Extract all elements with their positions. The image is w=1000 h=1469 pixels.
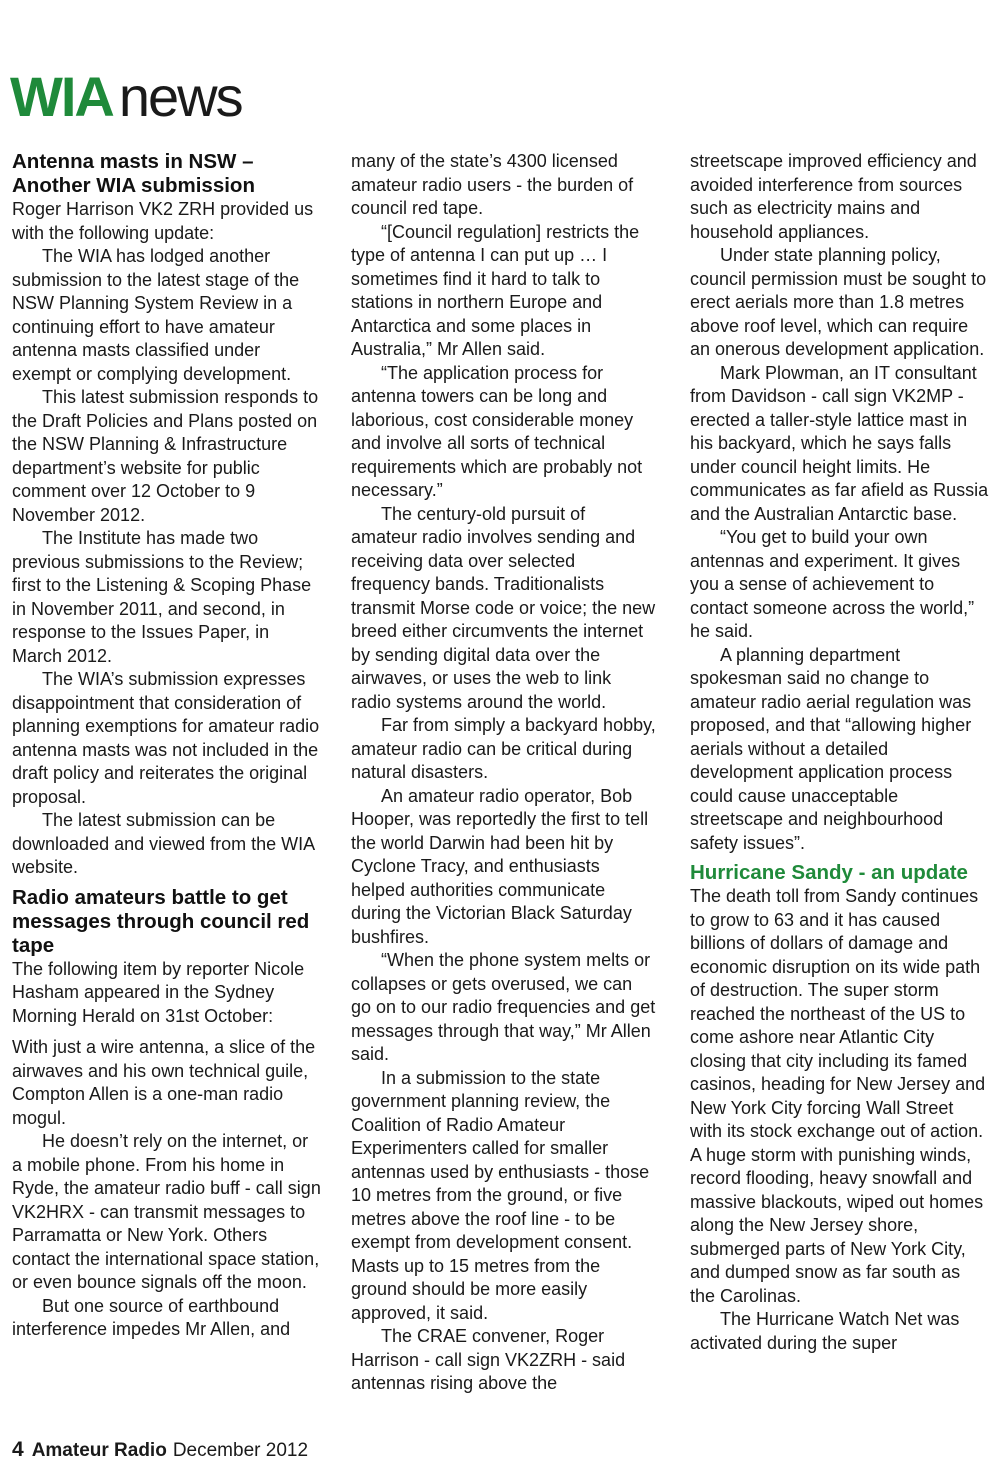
article-headline-radio-amateurs: Radio amateurs battle to get messages through council red tape [12,885,310,957]
paragraph: streetscape improved efficiency and avoided interference from sources such as electricity mains and household appliances. [690,151,977,242]
article-column-3 [690,150,990,1355]
paragraph: “You get to build your own antennas and experiment. It gives you a sense of achievement to contact someone across the world,” he said. [690,527,975,641]
paragraph: many of the state’s 4300 licensed amateur radio users - the burden of council red tape. [351,151,634,218]
paragraph: The CRAE convener, Roger Harrison - call sign VK2ZRH - said antennas rising above the [351,1326,626,1393]
paragraph: “The application process for antenna towers can be long and laborious, cost considerable money and involve all sorts of technical requirements which are probably not necessary.” [351,362,643,500]
paragraph: Roger Harrison VK2 ZRH provided us with the following update: [12,199,314,243]
paragraph: The following item by reporter Nicole Hasham appeared in the Sydney Morning Herald on 31st October: [12,958,305,1026]
paragraph: “[Council regulation] restricts the type of antenna I can put up … I sometimes find it hard to talk to stations in northern Europe and Antarctica and some places in Australia,” Mr Allen said. [351,221,640,359]
magazine-name: Amateur Radio [31,1440,167,1461]
masthead-section: news [118,65,242,128]
issue-date: December 2012 [172,1440,309,1461]
paragraph: But one source of earthbound interference impedes Mr Allen, and [12,1295,291,1339]
page-number: 4 [12,1438,24,1461]
paragraph: The WIA’s submission expresses disappointment that consideration of planning exemptions for amateur radio antenna masts was not included in the draft policy and reiterates the original proposal. [12,669,320,807]
paragraph: With just a wire antenna, a slice of the airwaves and his own technical guile, Compton Allen is a one-man radio mogul. [12,1037,316,1128]
paragraph: The WIA has lodged another submission to the latest stage of the NSW Planning System Review in a continuing effort to have amateur antenna masts classified under exempt or complying development. [12,246,300,384]
paragraph: “When the phone system melts or collapses or gets overused, we can go on to our radio frequencies and get messages through that way,” Mr Allen said. [351,950,656,1064]
article-column-1 [12,150,322,1342]
paragraph: The century-old pursuit of amateur radio involves sending and receiving data over selected frequency bands. Traditionalists transmit Morse code or voice; the new breed either circumvents the internet by sending digital data over the airwaves, or uses the web to link radio systems around the world. [351,503,656,712]
paragraph: The Institute has made two previous submissions to the Review; first to the Listening & Scoping Phase in November 2011, and second, in response to the Issues Paper, in March 2012. [12,528,312,666]
paragraph: In a submission to the state government planning review, the Coalition of Radio Amateur Experimenters called for smaller antennas used by enthusiasts - those 10 metres from the ground, or five metres above the roof line - to be exempt from development consent. Masts up to 15 metres from the ground should be more easily approved, it said. [351,1067,650,1323]
article-column-2 [351,150,656,1396]
paragraph: Far from simply a backyard hobby, amateur radio can be critical during natural disasters. [351,715,656,782]
section-masthead [10,66,242,128]
masthead-brand: WIA [10,65,113,128]
paragraph: This latest submission responds to the Draft Policies and Plans posted on the NSW Planning & Infrastructure department’s website for public comment over 12 October to 9 November 2012. [12,387,319,525]
paragraph: The Hurricane Watch Net was activated during the super [690,1309,960,1353]
paragraph: Under state planning policy, council permission must be sought to erect aerials more than 1.8 metres above roof level, which can require an onerous development application. [690,245,987,359]
paragraph: A planning department spokesman said no change to amateur radio aerial regulation was proposed, and that “allowing higher aerials without a detailed development application process could cause unacceptable streetscape and neighbourhood safety issues”. [690,644,972,853]
article-headline-antenna-masts: Antenna masts in NSW – Another WIA submission [12,150,255,197]
paragraph: The death toll from Sandy continues to grow to 63 and it has caused billions of dollars of damage and economic disruption on its wide path of destruction. The super storm reached the northeast of the US to come ashore near Atlantic City closing that city including its famed casinos, heading for New Jersey and New York City forcing Wall Street with its stock exchange out of action. A huge storm with punishing winds, record flooding, heavy snowfall and massive blackouts, wiped out homes along the New Jersey shore, submerged parts of New York City, and dumped snow as far south as the Carolinas. [690,886,986,1306]
paragraph: The latest submission can be downloaded and viewed from the WIA website. [12,810,315,877]
paragraph: An amateur radio operator, Bob Hooper, was reportedly the first to tell the world Darwin had been hit by Cyclone Tracy, and enthusiasts helped authorities communicate during the Victorian Black Saturday bushfires. [351,785,649,947]
page-footer [12,1438,308,1463]
article-headline-hurricane-sandy: Hurricane Sandy - an update [690,861,968,884]
paragraph: He doesn’t rely on the internet, or a mobile phone. From his home in Ryde, the amateur radio buff - call sign VK2HRX - can transmit messages to Parramatta or New York. Others contact the international space station, or even bounce signals off the moon. [12,1131,321,1292]
paragraph: Mark Plowman, an IT consultant from Davidson - call sign VK2MP - erected a taller-style lattice mast in his backyard, which he says falls under council height limits. He communicates as far afield as Russia and the Australian Antarctic base. [690,362,989,524]
